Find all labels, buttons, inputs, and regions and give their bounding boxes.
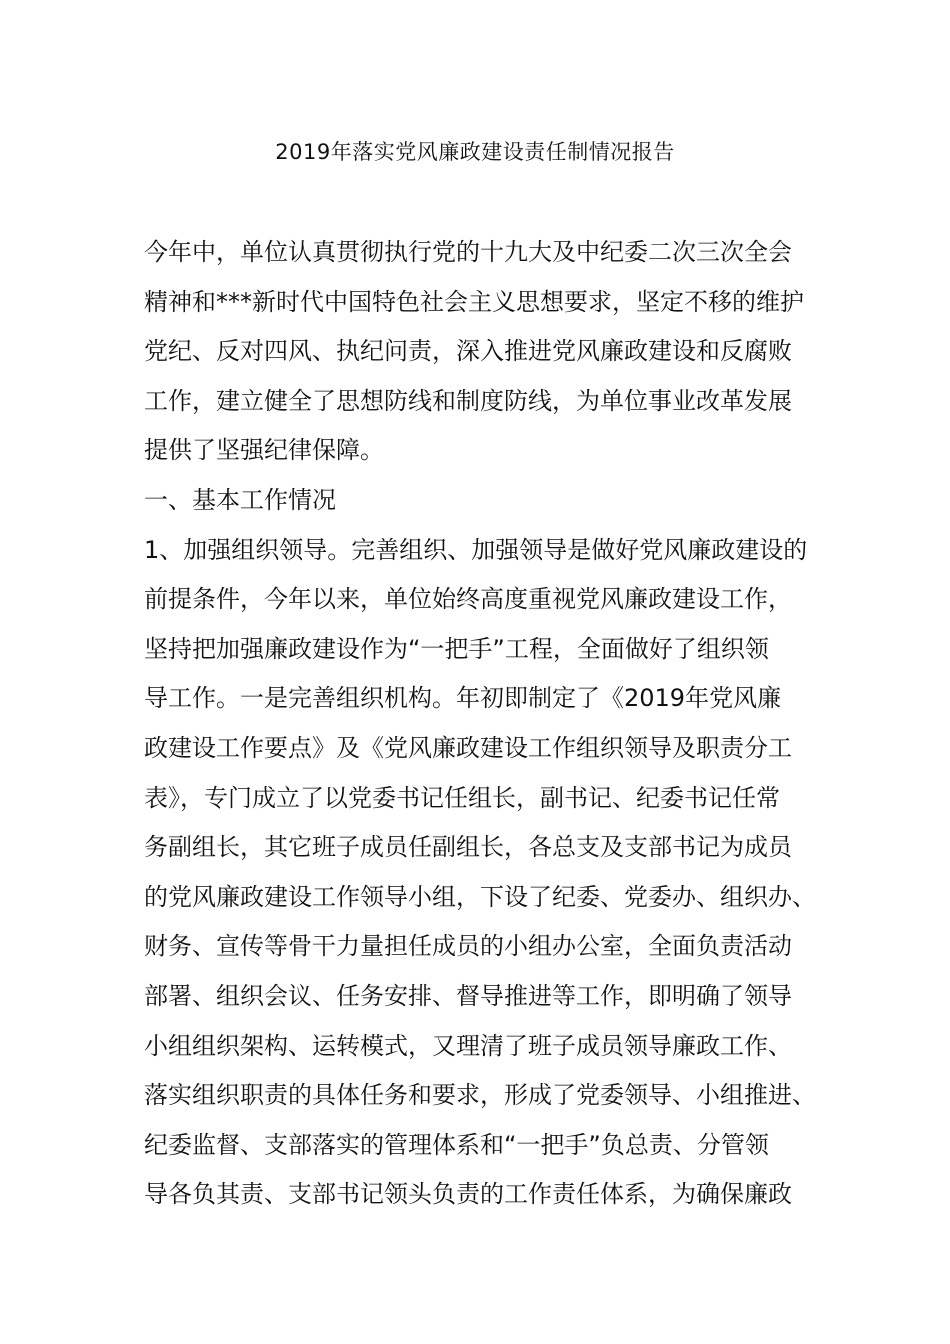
text-line: 表》，专门成立了以党委书记任组长，副书记、纪委书记任常 <box>144 783 780 812</box>
text-line: 务副组长，其它班子成员任副组长，各总支及支部书记为成员 <box>144 833 792 862</box>
text-line: 政建设工作要点》及《党风廉政建设工作组织领导及职责分工 <box>144 733 792 762</box>
document-title: 2019年落实党风廉政建设责任制情况报告 <box>275 140 675 164</box>
text-line: 财务、宣传等骨干力量担任成员的小组办公室，全面负责活动 <box>144 932 792 961</box>
text-line: 前提条件，今年以来，单位始终高度重视党风廉政建设工作， <box>144 585 792 614</box>
text-line: 部署、组织会议、任务安排、督导推进等工作，即明确了领导 <box>144 981 792 1010</box>
text-line: 的党风廉政建设工作领导小组，下设了纪委、党委办、组织办、 <box>144 882 816 911</box>
text-line: 提供了坚强纪律保障。 <box>144 436 384 465</box>
text-line: 导各负其责、支部书记领头负责的工作责任体系，为确保廉政 <box>144 1180 792 1209</box>
text-line: 小组组织架构、运转模式，又理清了班子成员领导廉政工作、 <box>144 1031 792 1060</box>
text-line: 党纪、反对四风、执纪问责，深入推进党风廉政建设和反腐败 <box>144 337 792 366</box>
text-line: 1、加强组织领导。完善组织、加强领导是做好党风廉政建设的 <box>144 535 808 564</box>
text-line: 坚持把加强廉政建设作为“一把手”工程，全面做好了组织领 <box>144 634 769 663</box>
text-line: 精神和***新时代中国特色社会主义思想要求，坚定不移的维护 <box>144 287 804 316</box>
text-line: 导工作。一是完善组织机构。年初即制定了《2019年党风廉 <box>144 684 782 713</box>
text-line: 纪委监督、支部落实的管理体系和“一把手”负总责、分管领 <box>144 1130 769 1159</box>
text-line: 今年中，单位认真贯彻执行党的十九大及中纪委二次三次全会 <box>144 238 792 266</box>
text-line: 落实组织职责的具体任务和要求，形成了党委领导、小组推进、 <box>144 1081 816 1110</box>
section-heading: 一、基本工作情况 <box>144 485 336 514</box>
text-line: 工作，建立健全了思想防线和制度防线，为单位事业改革发展 <box>144 386 792 415</box>
document-body <box>144 228 816 1220</box>
